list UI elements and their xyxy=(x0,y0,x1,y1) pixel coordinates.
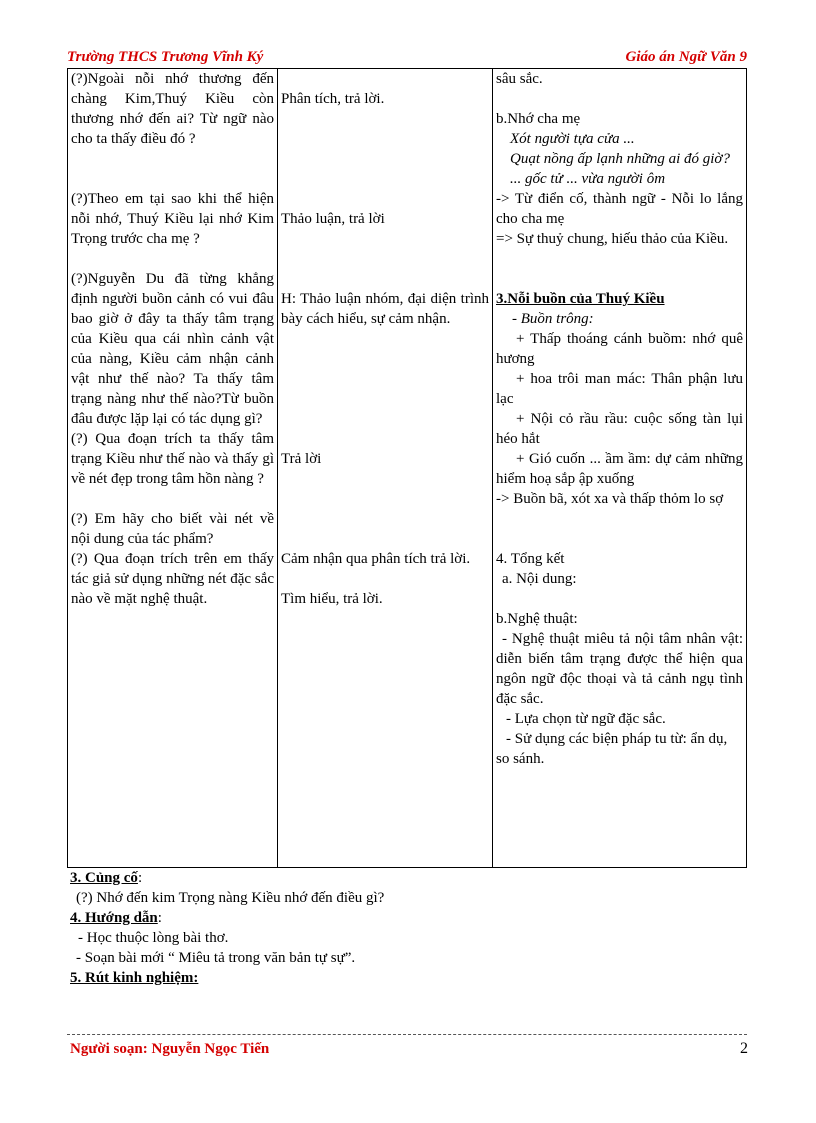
section-4-title: 4. Hướng dẫn xyxy=(70,910,158,926)
content-line: - Sử dụng các biện pháp tu từ: ẩn dụ, so sánh. xyxy=(496,731,728,767)
question-1: (?)Ngoài nỗi nhớ thương đến chàng Kim,Thuý Kiều còn thương nhớ đến ai? Từ ngữ nào cho ta thấy điều đó ? xyxy=(71,71,274,147)
content-line: - Lựa chọn từ ngữ đặc sắc. xyxy=(506,711,666,727)
student-activity-column xyxy=(278,69,493,868)
verse-line: Xót người tựa cửa ... xyxy=(510,131,635,147)
footer-divider xyxy=(67,1034,747,1035)
page-number: 2 xyxy=(740,1040,748,1057)
section-3-question: (?) Nhớ đến kim Trọng nàng Kiều nhớ đến điều gì? xyxy=(76,890,385,906)
content-line: + hoa trôi man mác: Thân phận lưu lạc xyxy=(496,371,743,407)
content-line: + Nội cỏ rầu rầu: cuộc sống tàn lụi héo hắt xyxy=(496,411,743,447)
activity-2: Thảo luận, trả lời xyxy=(281,211,385,227)
question-6: (?) Qua đoạn trích trên em thấy tác giả sử dụng những nét đặc sắc nào về mặt nghệ thuật. xyxy=(71,551,274,607)
section-4-item: - Soạn bài mới “ Miêu tả trong văn bản tự sự”. xyxy=(76,950,356,966)
content-line: sâu sắc. xyxy=(496,71,543,87)
question-3: (?)Nguyễn Du đã từng khẳng định người buồn cảnh có vui đâu bao giờ ở đây ta thấy tâm trạng của Kiều qua cái nhìn cảnh vật của nàng, Kiều cảm nhận cảnh vật như thế nào? Ta thấy tâm trạng nàng như thế nào?Từ buồn đâu được lặp lại có tác dụng gì? xyxy=(71,271,274,427)
content-line: - Nghệ thuật miêu tả nội tâm nhân vật: diễn biến tâm trạng được thể hiện qua ngôn ngữ độc thoại và tả cảnh ngụ tình đặc sắc. xyxy=(496,631,743,707)
activity-1: Phân tích, trả lời. xyxy=(281,91,385,107)
lesson-table xyxy=(67,68,747,868)
content-line: + Thấp thoáng cánh buồm: nhớ quê hương xyxy=(496,331,743,367)
activity-6: Tìm hiểu, trả lời. xyxy=(281,591,383,607)
section-5-title: 5. Rút kinh nghiệm: xyxy=(70,970,199,986)
lesson-content-column xyxy=(493,69,747,868)
verse-line: ... gốc tử ... vừa người ôm xyxy=(510,171,666,187)
lesson-closing xyxy=(70,868,750,988)
author-credit: Người soạn: Nguyễn Ngọc Tiến xyxy=(70,1041,270,1057)
section-3: 3. Củng cố: xyxy=(70,870,143,886)
question-4: (?) Qua đoạn trích ta thấy tâm trạng Kiều như thế nào và thấy gì về nét đẹp trong tâm hồn nàng ? xyxy=(71,431,274,487)
subject-title: Giáo án Ngữ Văn 9 xyxy=(625,49,747,65)
content-line: a. Nội dung: xyxy=(502,571,577,587)
activity-4: Trả lời xyxy=(281,451,322,467)
question-5: (?) Em hãy cho biết vài nét về nội dung của tác phẩm? xyxy=(71,511,274,547)
content-line: + Gió cuốn ... ầm ầm: dự cảm những hiểm hoạ sắp ập xuống xyxy=(496,451,743,487)
content-line: - Buồn trông: xyxy=(512,311,594,327)
verse-line: Quạt nồng ấp lạnh những ai đó giờ? xyxy=(510,151,730,167)
content-heading-b: b.Nhớ cha mẹ xyxy=(496,111,581,127)
section-4-item: - Học thuộc lòng bài thơ. xyxy=(78,930,229,946)
content-line: -> Buồn bã, xót xa và thấp thỏm lo sợ xyxy=(496,491,724,507)
section-3-title: 3. Củng cố xyxy=(70,870,138,886)
page-header xyxy=(67,48,747,69)
content-line: b.Nghệ thuật: xyxy=(496,611,578,627)
section-4: 4. Hướng dẫn: xyxy=(70,910,162,926)
section-heading-3: 3.Nỗi buồn của Thuý Kiều xyxy=(496,291,665,307)
question-2: (?)Theo em tại sao khi thể hiện nỗi nhớ, Thuý Kiều lại nhớ Kim Trọng trước cha mẹ ? xyxy=(71,191,274,247)
content-line: -> Từ điển cố, thành ngữ - Nỗi lo lắng cho cha mẹ xyxy=(496,191,743,227)
school-name: Trường THCS Trương Vĩnh Ký xyxy=(67,49,264,65)
teacher-questions-column xyxy=(68,69,278,868)
section-heading-4: 4. Tổng kết xyxy=(496,551,565,567)
content-line: => Sự thuỷ chung, hiếu thảo của Kiều. xyxy=(496,231,729,247)
activity-3: H: Thảo luận nhóm, đại diện trình bày cách hiểu, sự cảm nhận. xyxy=(281,291,489,327)
activity-5: Cảm nhận qua phân tích trả lời. xyxy=(281,551,471,567)
